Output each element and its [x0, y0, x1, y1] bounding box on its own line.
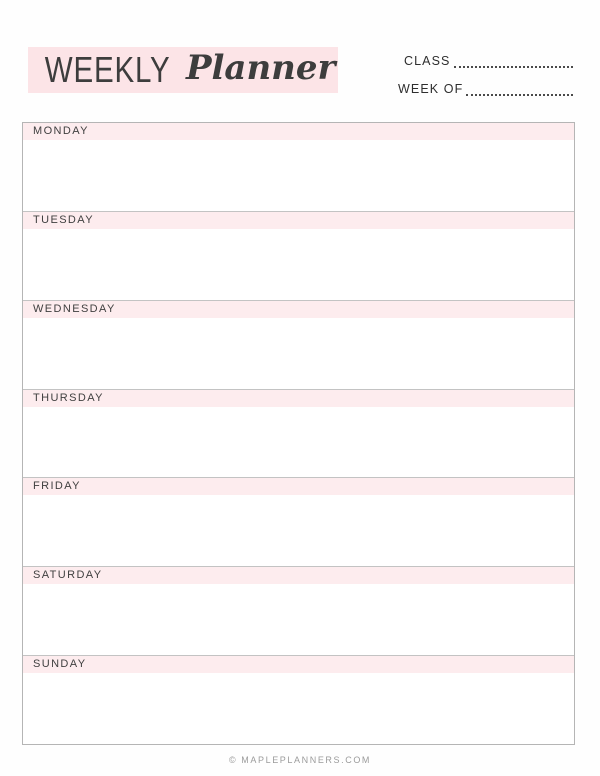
day-row-wednesday — [23, 300, 574, 389]
day-header-thursday — [23, 390, 574, 407]
week-of-label: WEEK OF — [398, 81, 464, 96]
day-label-sunday: SUNDAY — [33, 658, 87, 671]
header-fields — [398, 50, 573, 106]
week-of-field — [398, 78, 573, 96]
class-field — [398, 50, 573, 68]
day-row-thursday — [23, 389, 574, 478]
class-fill-in-line — [454, 63, 574, 68]
day-header-saturday — [23, 567, 574, 584]
day-notes-area-saturday — [23, 584, 574, 655]
day-label-monday: MONDAY — [33, 125, 89, 137]
day-label-thursday: THURSDAY — [33, 391, 104, 404]
title-planner-script: Planner — [185, 48, 336, 88]
day-header-wednesday — [23, 301, 574, 318]
day-notes-area-sunday — [23, 673, 574, 744]
day-header-friday — [23, 478, 574, 495]
day-label-tuesday: TUESDAY — [33, 213, 94, 226]
day-notes-area-monday — [23, 140, 574, 211]
day-notes-area-thursday — [23, 407, 574, 478]
day-header-sunday — [23, 656, 574, 673]
title-box — [28, 47, 338, 93]
day-label-wednesday: WEDNESDAY — [33, 302, 116, 315]
day-row-saturday — [23, 566, 574, 655]
class-label: CLASS — [404, 53, 451, 68]
day-row-tuesday — [23, 211, 574, 300]
footer — [0, 750, 600, 768]
day-notes-area-wednesday — [23, 318, 574, 389]
title-weekly: WEEKLY — [44, 49, 171, 90]
day-notes-area-friday — [23, 495, 574, 566]
day-row-sunday — [23, 655, 574, 744]
day-label-saturday: SATURDAY — [33, 569, 103, 582]
day-row-monday — [23, 123, 574, 211]
day-label-friday: FRIDAY — [33, 480, 81, 493]
day-notes-area-tuesday — [23, 229, 574, 300]
planner-table — [22, 122, 575, 745]
day-row-friday — [23, 477, 574, 566]
week-of-fill-in-line — [466, 91, 573, 96]
day-header-monday — [23, 123, 574, 140]
footer-text: © MAPLEPLANNERS.COM — [228, 755, 372, 765]
day-header-tuesday — [23, 212, 574, 229]
